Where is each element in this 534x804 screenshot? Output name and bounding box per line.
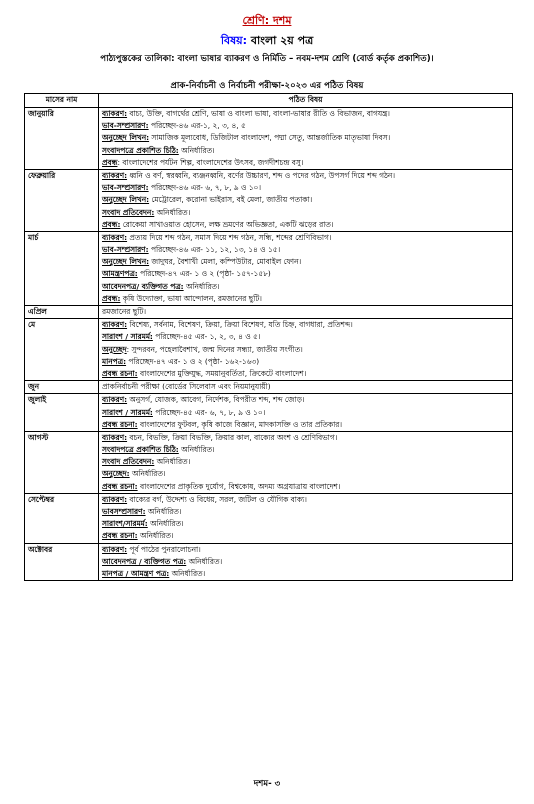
table-row <box>25 543 513 581</box>
topic-category: অনুচ্ছেদ লিখন: <box>102 195 150 205</box>
table-row <box>25 431 513 493</box>
topic-text: পূর্ব পাঠের পুনরালোচনা। <box>127 544 201 554</box>
topic-category: ব্যাকরণ: <box>102 232 128 242</box>
topic-line <box>102 256 509 268</box>
topic-category: অনুচ্ছেদ লিখন: <box>102 133 150 143</box>
subject-label: বিষয়: <box>220 34 248 47</box>
topic-line <box>102 394 509 406</box>
topic-category: প্রবন্ধ রচনা: <box>102 481 138 491</box>
topic-line <box>102 293 509 305</box>
topic-text: অনির্ধারিত। <box>154 457 191 467</box>
topic-line <box>102 456 509 468</box>
topic-category: ব্যাকরণ: <box>102 544 128 554</box>
topic-line <box>102 331 509 343</box>
topic-line <box>102 407 509 419</box>
subject-value: বাংলা ২য় পত্র <box>250 34 314 47</box>
topic-category: ব্যাকরণ: <box>102 109 128 118</box>
topic-text: অনির্ধারিত। <box>137 531 174 541</box>
topic-text: পরিচ্ছেদ-৪৭ এর- ১ ও ২ (পৃষ্ঠা- ১৫৭-১৫৮) <box>137 269 271 279</box>
topic-line <box>102 170 509 182</box>
topic-text: বিশেষ্য, সর্বনাম, বিশেষণ, ক্রিয়া, ক্রিয়া বিশেষণ, যতি চিহ্ন, বাগধারা, প্রতিশব্দ। <box>127 320 353 330</box>
month-cell: মার্চ <box>25 231 99 305</box>
month-cell: জানুয়ারি <box>25 108 99 170</box>
topic-text: অনির্ধারিত। <box>169 568 206 578</box>
table-row <box>25 493 513 543</box>
topic-text: মেট্রোরেল, করোনা ভাইরাস, বই মেলা, জাতীয় পতাকা। <box>149 195 313 205</box>
topic-text: প্রত্যয় দিয়ে শব্দ গঠন, সমাস দিয়ে শব্দ গঠন, সন্ধি, শব্দের শ্রেণিবিভাগ। <box>127 232 332 242</box>
syllabus-table <box>24 93 513 581</box>
topic-text: বাংলাদেশের মুক্তিযুদ্ধ, সময়ানুবর্তিতা, ক্রিকেটে বাংলাদেশ। <box>137 368 307 378</box>
month-cell: মে <box>25 319 99 381</box>
topic-category: অনুচ্ছেদ <box>102 344 127 354</box>
topic-category: অনুচ্ছেদ লিখন: <box>102 257 150 267</box>
topic-line <box>102 506 509 518</box>
topics-cell <box>99 394 513 432</box>
topic-text: অনির্ধারিত। <box>183 281 220 291</box>
topic-category: আবেদনপত্র/ ব্যক্তিগত পত্র: <box>102 281 184 291</box>
topic-category: ভাব-সম্প্রসারণ: <box>102 245 149 255</box>
topic-line <box>102 120 509 132</box>
table-row <box>25 231 513 305</box>
topic-category: ভাব-সম্প্রসারণ: <box>102 183 149 193</box>
topic-category: সংবাদ প্রতিবেদন: <box>102 207 155 217</box>
topic-category: আমন্ত্রণপত্র: <box>102 269 138 279</box>
month-cell: জুলাই <box>25 394 99 432</box>
topic-line <box>102 444 509 456</box>
topic-text: : সুন্দরবন, পহেলাবৈশাখ, জন্ম দিনের সন্ধ্যা, জাতীয় সংগীত। <box>126 344 303 354</box>
topic-category: ব্যাকরণ: <box>102 320 128 330</box>
month-cell: আগস্ট <box>25 431 99 493</box>
topic-text: অনুসর্গ, যোজক, আবেগ, নির্দেশক, বিপরীত শব্দ, শব্দ জোড়। <box>127 395 305 405</box>
topic-text: অনির্ধারিত। <box>145 507 182 517</box>
topic-category: মানপত্র / আমন্ত্রণ পত্র: <box>102 568 170 578</box>
topic-category: সারাংশ/সারমর্ম: <box>102 519 148 529</box>
topic-line <box>102 319 509 331</box>
topic-category: ভাব-সম্প্রসারণ: <box>102 121 149 131</box>
topic-line <box>102 157 509 169</box>
month-cell: সেপ্টেম্বর <box>25 493 99 543</box>
topic-line <box>102 518 509 530</box>
topic-line <box>102 468 509 480</box>
month-cell: এপ্রিল <box>25 306 99 319</box>
topic-text: পরিচ্ছেদ-৪৫ এর- ৬, ৭, ৮, ৯ ও ১০। <box>152 407 266 417</box>
topics-cell <box>99 306 513 319</box>
topic-category: সংবাদ প্রতিবেদন: <box>102 457 155 467</box>
month-cell: জুন <box>25 381 99 394</box>
class-heading: শ্রেণি: দশম <box>242 14 292 27</box>
table-row <box>25 381 513 394</box>
topic-text: : বাংলাদেশের পর্যটন শিল্প, বাংলাদেশের উৎসব, জগদীশচন্দ্র বসু। <box>117 157 304 167</box>
topics-cell <box>99 493 513 543</box>
topics-cell <box>99 108 513 170</box>
topic-category: ব্যাকরণ: <box>102 170 128 180</box>
table-row <box>25 319 513 381</box>
topic-text: বাক্যের বর্গ, উদ্দেশ্য ও বিধেয়, সরল, জটিল ও যৌগিক বাক্য। <box>127 494 307 504</box>
topic-text: সামাজিক মূল্যবোধ, ডিজিটাল বাংলাদেশ, পদ্মা সেতু, আন্তর্জাতিক মাতৃভাষা দিবস। <box>149 133 391 143</box>
topic-text: অনির্ধারিত। <box>186 556 223 566</box>
topic-text: বাংলাদেশের ফুটবল, কৃষি কাজে বিজ্ঞান, মাদকাসক্তি ও তার প্রতিকার। <box>137 419 342 429</box>
table-row <box>25 169 513 231</box>
topic-category: প্রবন্ধ রচনা: <box>102 419 138 429</box>
topic-category: সারাংশ / সারমর্ম: <box>102 332 153 342</box>
topic-category: সংবাদপত্রে প্রকাশিত চিঠি: <box>102 445 179 455</box>
topics-cell <box>99 431 513 493</box>
topic-category: প্রবন্ধ: <box>102 219 121 229</box>
topic-text: পরিচ্ছেদ-৪৬ এর-১, ২, ৩, ৪, ৫ <box>148 121 246 131</box>
topic-text: অনির্ধারিত। <box>154 207 191 217</box>
page-footer: দশম- ৩ <box>253 779 281 789</box>
month-column-header: মাসের নাম <box>25 94 99 108</box>
topic-text: বাচ্য, উক্তি, বাগর্থের শ্রেণি, ভাষা ও বাংলা ভাষা, বাংলা-ভাষার রীতি ও বিভাজন, বাগযন্ত্র। <box>127 109 390 118</box>
topic-text: রোকেয়া সাখাওয়াত হোসেন, লক্ষ ভ্রমণের অভিজ্ঞতা, একটি ঝড়ের রাত। <box>120 219 334 229</box>
topic-line <box>102 356 509 368</box>
table-row <box>25 394 513 432</box>
topics-cell <box>99 169 513 231</box>
topics-cell <box>99 319 513 381</box>
topic-text: অনির্ধারিত। <box>178 445 215 455</box>
topic-text: বাংলাদেশের প্রাকৃতিক দুর্যোগ, বিশ্বকোষ, অদম্য অগ্রযাত্রায় বাংলাদেশ। <box>137 481 341 491</box>
topic-line <box>102 481 509 493</box>
topic-line <box>102 419 509 431</box>
topic-line <box>102 182 509 194</box>
topic-line <box>102 219 509 231</box>
topic-text: জাদুঘর, বৈশাখী মেলা, কম্পিউটার, মোবাইল ফোন। <box>149 257 302 267</box>
topic-category: অনুচ্ছেদ: <box>102 469 130 479</box>
month-cell: অক্টোবর <box>25 543 99 581</box>
month-cell: ফেব্রুয়ারি <box>25 169 99 231</box>
topic-line <box>102 207 509 219</box>
topic-text: পরিচ্ছেদ-৪৫ এর- ১, ২, ৩, ৪ ও ৫। <box>152 332 261 342</box>
textbook-line: পাঠ্যপুস্তকের তালিকা: বাংলা ভাষার ব্যাকরণ ও নির্মিতি – নবম-দশম শ্রেণি (বোর্ড কর্তৃক প্রকাশিত)। <box>100 54 434 64</box>
topic-text: পরিচ্ছেদ-৪৬ এর- ১১, ১২, ১৩, ১৪ ও ১৫। <box>148 245 281 255</box>
topic-line <box>102 132 509 144</box>
table-row <box>25 306 513 319</box>
topic-category: ব্যাকরণ: <box>102 494 128 504</box>
topic-line <box>102 281 509 293</box>
topic-text: কৃষি উদ্যোক্তা, ভাষা আন্দোলন, রমজানের ছুটি। <box>120 293 262 303</box>
topic-category: সারাংশ / সারমর্ম: <box>102 407 153 417</box>
topics-cell <box>99 231 513 305</box>
table-row <box>25 108 513 170</box>
topic-line <box>102 108 509 120</box>
topic-line <box>102 568 509 580</box>
table-title: প্রাক-নির্বাচনী ও নির্বাচনী পরীক্ষা-২০২৩ এর পঠিত বিষয় <box>170 81 364 91</box>
topic-category: প্রবন্ধ <box>102 157 118 167</box>
topic-category: প্রবন্ধ রচনা: <box>102 368 138 378</box>
topic-text: পরিচ্ছেদ-৪৭ এর- ১ ও ২ (পৃষ্ঠা- ১৬২-১৬৩) <box>126 356 260 366</box>
topic-line <box>102 268 509 280</box>
topics-cell <box>99 543 513 581</box>
topic-category: সংবাদপত্রে প্রকাশিত চিঠি: <box>102 145 179 155</box>
topic-line <box>102 232 509 244</box>
table-header-row <box>25 94 513 108</box>
topic-category: ব্যাকরণ: <box>102 395 128 405</box>
topic-category: প্রবন্ধ রচনা: <box>102 531 138 541</box>
topic-line <box>102 556 509 568</box>
topic-line <box>102 244 509 256</box>
topic-line <box>102 432 509 444</box>
topic-text: পরিচ্ছেদ-৪৬ এর- ৬, ৭, ৮, ৯ ও ১০। <box>148 183 262 193</box>
topic-text: প্রাকনির্বাচনী পরীক্ষা (বোর্ডের সিলেবাস এবং নিয়মানুযায়ী) <box>102 382 271 392</box>
topic-text: অনির্ধারিত। <box>147 519 184 529</box>
topic-category: মানপত্র: <box>102 356 127 366</box>
topic-line <box>102 194 509 206</box>
topics-cell <box>99 381 513 394</box>
subject-heading <box>0 32 534 51</box>
topic-line <box>102 530 509 542</box>
topic-line <box>102 544 509 556</box>
topic-text: রমজানের ছুটি। <box>102 307 146 316</box>
topic-line <box>102 368 509 380</box>
topic-text: অনির্ধারিত। <box>129 469 166 479</box>
topics-column-header: পঠিত বিষয় <box>99 94 513 108</box>
topic-category: ভাবসম্প্রসারণ: <box>102 507 146 517</box>
topic-text: বচন, বিভক্তি, ক্রিয়া বিভক্তি, ক্রিয়ার কাল, বাক্যের অংশ ও শ্রেণিবিভাগ। <box>127 432 338 442</box>
topic-line <box>102 381 509 393</box>
topic-category: আবেদনপত্র / ব্যক্তিগত পত্র: <box>102 556 187 566</box>
topic-category: প্রবন্ধ: <box>102 293 121 303</box>
topic-category: ব্যাকরণ: <box>102 432 128 442</box>
topic-line <box>102 494 509 506</box>
topic-line <box>102 145 509 157</box>
topic-text: অনির্ধারিত। <box>178 145 215 155</box>
topic-line <box>102 306 509 318</box>
topic-text: ধ্বনি ও বর্ণ, স্বরধ্বনি, ব্যঞ্জনধ্বনি, বর্ণের উচ্চারণ, শব্দ ও পদের গঠন, উপসর্গ দিয়ে শব্দ গঠন। <box>127 170 395 180</box>
topic-line <box>102 344 509 356</box>
